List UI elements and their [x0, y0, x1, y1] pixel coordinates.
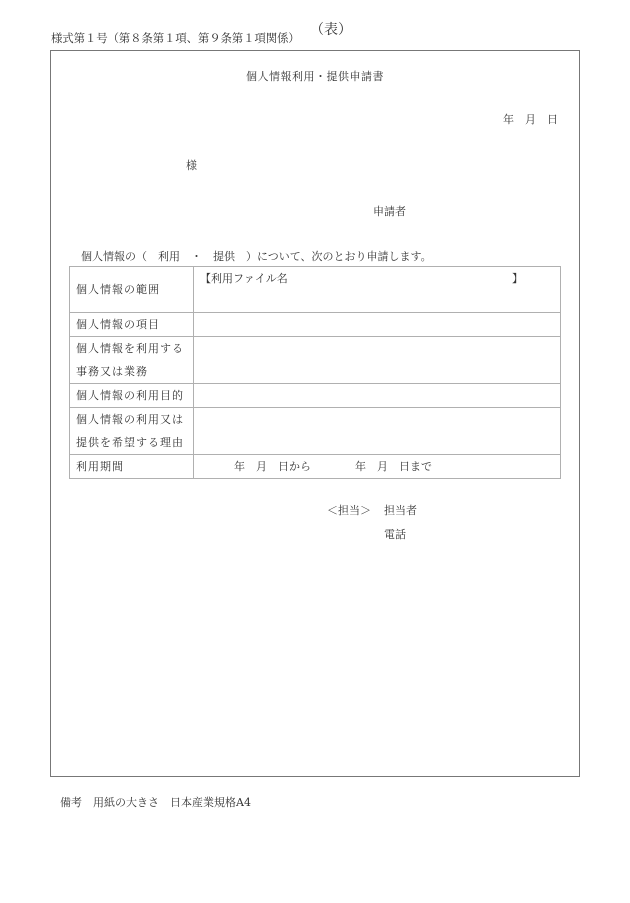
file-name-close-bracket: 】: [512, 272, 523, 285]
remarks-note: 備考 用紙の大きさ 日本産業規格A4: [60, 796, 251, 809]
front-side-label: （表）: [310, 22, 352, 38]
purpose-value-cell[interactable]: [194, 384, 561, 408]
business-value-cell[interactable]: [194, 337, 561, 384]
addressee-suffix: 様: [186, 159, 197, 172]
table-row: [70, 337, 561, 384]
row-label-business: [70, 337, 194, 384]
scope-value-cell[interactable]: [194, 267, 561, 313]
table-row: [70, 313, 561, 337]
row-label-purpose: 個人情報の利用目的: [70, 384, 194, 408]
reason-value-cell[interactable]: [194, 408, 561, 455]
row-label-scope: 個人情報の範囲: [70, 267, 194, 313]
row-label-business-line1: 個人情報を利用する: [76, 342, 184, 355]
row-label-period: 利用期間: [70, 455, 194, 479]
row-label-reason-line1: 個人情報の利用又は: [76, 413, 184, 426]
row-label-reason-line2: 提供を希望する理由: [76, 436, 184, 449]
contact-person-label: 担当者: [384, 504, 417, 517]
contact-phone-label: 電話: [384, 528, 406, 541]
document-title: 個人情報利用・提供申請書: [246, 70, 384, 83]
application-table: [69, 266, 561, 479]
row-label-items: 個人情報の項目: [70, 313, 194, 337]
file-name-label: 【利用ファイル名: [200, 272, 288, 285]
applicant-label: 申請者: [373, 205, 406, 218]
table-row: [70, 455, 561, 479]
table-row: [70, 384, 561, 408]
items-value-cell[interactable]: [194, 313, 561, 337]
period-value-cell[interactable]: 年 月 日から 年 月 日まで: [194, 455, 561, 479]
request-sentence: 個人情報の（ 利用 ・ 提供 ）について、次のとおり申請します。: [81, 250, 432, 263]
contact-section-label: ＜担当＞: [327, 504, 371, 517]
form-number: 様式第１号（第８条第１項、第９条第１項関係）: [51, 31, 300, 45]
table-row: [70, 408, 561, 455]
row-label-reason: [70, 408, 194, 455]
row-label-business-line2: 事務又は業務: [76, 365, 148, 378]
date-field[interactable]: 年 月 日: [503, 113, 558, 126]
table-row: [70, 267, 561, 313]
